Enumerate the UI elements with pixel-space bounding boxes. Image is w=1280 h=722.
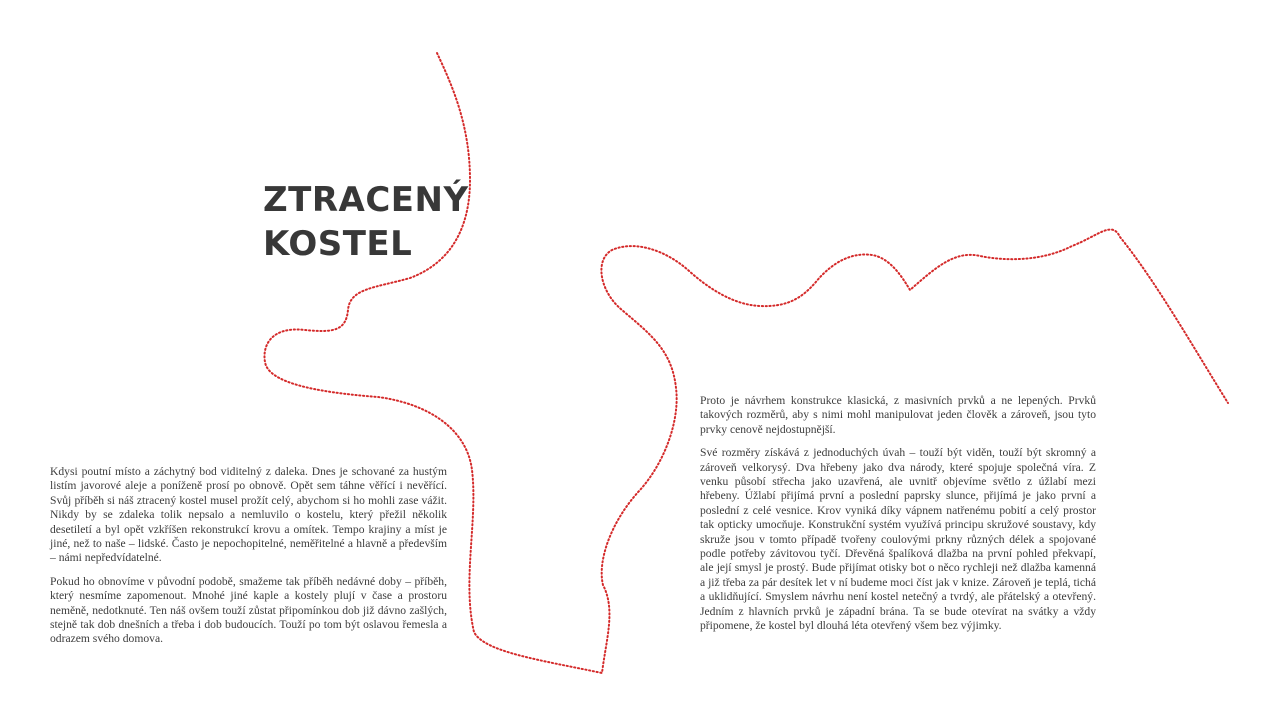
left-paragraph-2: Pokud ho obnovíme v původní podobě, smažeme tak příběh nedávné doby – příběh, který nesmíme zapomenout. Mnohé jiné kaple a kostely plují v čase a prostoru neměně, nedotknuté. Ten náš ovšem touží zůstat připomínkou dob již dávno zašlých, stejně tak dob dnešních a třeba i dob budoucích. Touží po tom být oslavou řemesla a odrazem svého domova. xyxy=(50,574,447,646)
right-text-column xyxy=(700,394,1096,643)
left-paragraph-1: Kdysi poutní místo a záchytný bod viditelný z daleka. Dnes je schované za hustým listím javorové aleje a poníženě prosí po obnově. Opět sem táhne věřící i nevěřící. Svůj příběh si náš ztracený kostel musel prožít celý, abychom si ho mohli zase vážit. Nikdy by se zdaleka tolik nepsalo a nemluvilo o kostelu, který přežil několik desetiletí a byl opět vzkříšen rekonstrukcí krovu a omítek. Tempo krajiny a míst je jiné, než to naše – lidské. Často je nepochopitelné, neměřitelné a hlavně a především – námi nepředvídatelné. xyxy=(50,465,447,565)
right-paragraph-2: Své rozměry získává z jednoduchých úvah – touží být viděn, touží být skromný a zároveň velkorysý. Dva hřebeny jako dva národy, které spojuje společná víra. Z venku působí střecha jako uzavřená, ale uvnitř objevíme světlo z úžlabí mezi hřebeny. Úžlabí přijímá první a poslední paprsky slunce, přijímá je jako první a poslední z celé vesnice. Krov vyniká díky vápnem natřenému pobití a celý prostor tak opticky umocňuje. Konstrukční systém využívá principu skružové soustavy, kdy skruže jsou v tomto případě tvořeny coulovými prkny různých délek a spojované podle potřeby závitovou tyčí. Dřevěná špalíková dlažba na první pohled překvapí, ale její smysl je prostý. Bude přijímat otisky bot o něco rychleji než dlažba kamenná a již třeba za pár desítek let v ní budeme moci číst jak v knize. Zároveň je teplá, tichá a uklidňující. Smyslem návrhu není kostel netečný a tvrdý, ale přátelský a otevřený. Jedním z hlavních prvků je západní brána. Ta se bude otevírat na svátky a vždy připomene, že kostel byl dlouhá léta otevřený všem bez výjimky. xyxy=(700,446,1096,633)
right-paragraph-1: Proto je návrhem konstrukce klasická, z masivních prvků a ne lepených. Prvků takových rozměrů, aby s nimi mohl manipulovat jeden člověk a zároveň, jsou tyto prvky cenově nejdostupnější. xyxy=(700,394,1096,436)
page-title xyxy=(263,178,469,266)
title-line-2: KOSTEL xyxy=(263,224,413,264)
title-line-1: ZTRACENÝ xyxy=(263,180,469,220)
left-text-column xyxy=(50,465,447,656)
